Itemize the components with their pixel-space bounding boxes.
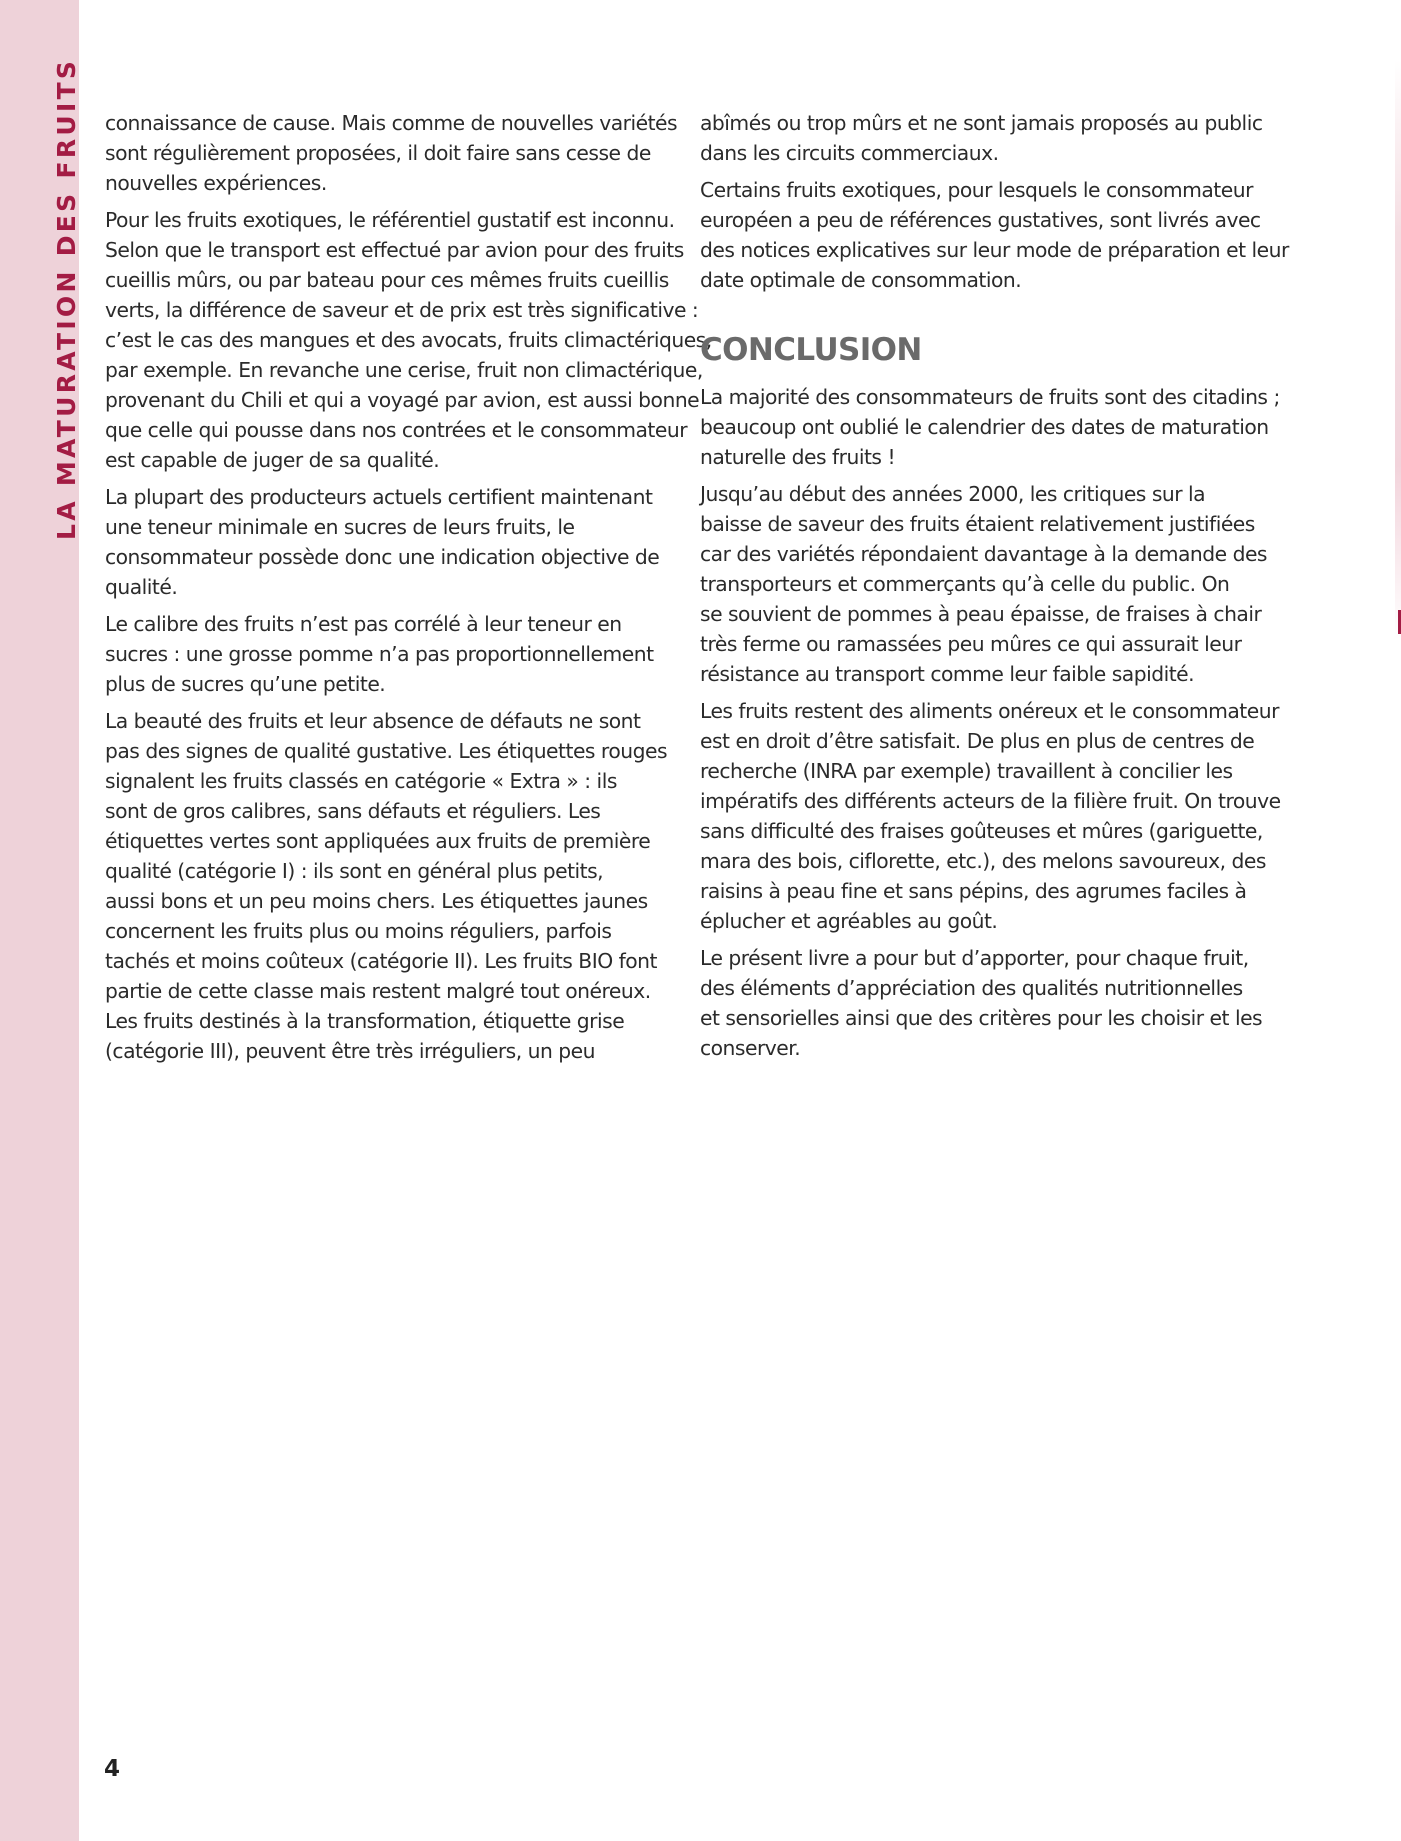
paragraph [105, 706, 680, 1066]
text-line: car des variétés répondaient davantage à la demande des [700, 542, 1267, 566]
text-line: très ferme ou ramassées peu mûres ce qui assurait leur [700, 632, 1242, 656]
text-line: étiquettes vertes sont appliquées aux fruits de première [105, 829, 651, 853]
paragraph [105, 609, 680, 699]
paragraph [700, 943, 1275, 1063]
text-line: naturelle des fruits ! [700, 445, 896, 469]
text-line: La majorité des consommateurs de fruits sont des citadins ; [700, 385, 1280, 409]
text-line: et sensorielles ainsi que des critères pour les choisir et les [700, 1006, 1263, 1030]
text-line: verts, la différence de saveur et de prix est très significative : [105, 298, 699, 322]
paragraph [700, 479, 1275, 689]
page-edge-strip [1395, 60, 1401, 640]
paragraph [700, 696, 1281, 936]
text-line: nouvelles expériences. [105, 171, 327, 195]
text-line: se souvient de pommes à peau épaisse, de fraises à chair [700, 602, 1262, 626]
text-line: Certains fruits exotiques, pour lesquels le consommateur [700, 178, 1253, 202]
paragraph [105, 205, 712, 475]
text-line: est capable de juger de sa qualité. [105, 448, 440, 472]
text-line: des éléments d’appréciation des qualités nutritionnelles [700, 976, 1243, 1000]
right-column-top [700, 108, 1289, 302]
text-line: date optimale de consommation. [700, 268, 1022, 292]
text-line: éplucher et agréables au goût. [700, 909, 998, 933]
text-line: dans les circuits commerciaux. [700, 141, 999, 165]
running-head-text: LA MATURATION DES FRUITS [52, 57, 81, 540]
text-line: que celle qui pousse dans nos contrées et le consommateur [105, 418, 688, 442]
text-line: provenant du Chili et qui a voyagé par avion, est aussi bonne [105, 388, 700, 412]
text-line: cueillis mûrs, ou par bateau pour ces mêmes fruits cueillis [105, 268, 669, 292]
text-line: Jusqu’au début des années 2000, les critiques sur la [700, 482, 1206, 506]
text-line: Pour les fruits exotiques, le référentiel gustatif est inconnu. [105, 208, 675, 232]
text-line: Le présent livre a pour but d’apporter, pour chaque fruit, [700, 946, 1249, 970]
conclusion-heading: CONCLUSION [700, 332, 922, 368]
text-line: c’est le cas des mangues et des avocats, fruits climactériques, [105, 328, 712, 352]
text-line: La beauté des fruits et leur absence de défauts ne sont [105, 709, 641, 733]
page-number: 4 [104, 1756, 121, 1782]
text-line: impératifs des différents acteurs de la filière fruit. On trouve [700, 789, 1281, 813]
text-line: Selon que le transport est effectué par avion pour des fruits [105, 238, 684, 262]
text-line: sont régulièrement proposées, il doit faire sans cesse de [105, 141, 651, 165]
text-line: par exemple. En revanche une cerise, fruit non climactérique, [105, 358, 703, 382]
text-line: résistance au transport comme leur faible sapidité. [700, 662, 1195, 686]
text-line: signalent les fruits classés en catégorie « Extra » : ils [105, 769, 617, 793]
text-line: partie de cette classe mais restent malgré tout onéreux. [105, 979, 651, 1003]
text-line: raisins à peau fine et sans pépins, des agrumes faciles à [700, 879, 1247, 903]
text-line: recherche (INRA par exemple) travaillent à concilier les [700, 759, 1233, 783]
text-line: sont de gros calibres, sans défauts et réguliers. Les [105, 799, 601, 823]
text-line: mara des bois, ciflorette, etc.), des melons savoureux, des [700, 849, 1266, 873]
paragraph [105, 108, 680, 198]
paragraph [700, 175, 1289, 295]
text-line: Les fruits restent des aliments onéreux et le consommateur [700, 699, 1279, 723]
text-line: européen a peu de références gustatives, sont livrés avec [700, 208, 1261, 232]
conclusion-body [700, 382, 1281, 1070]
text-line: une teneur minimale en sucres de leurs fruits, le [105, 515, 575, 539]
text-line: baisse de saveur des fruits étaient relativement justifiées [700, 512, 1255, 536]
text-line: qualité. [105, 575, 178, 599]
text-line: aussi bons et un peu moins chers. Les étiquettes jaunes [105, 889, 648, 913]
text-line: pas des signes de qualité gustative. Les étiquettes rouges [105, 739, 668, 763]
paragraph [700, 108, 1275, 168]
text-line: des notices explicatives sur leur mode de préparation et leur [700, 238, 1289, 262]
text-line: concernent les fruits plus ou moins réguliers, parfois [105, 919, 612, 943]
paragraph [105, 482, 680, 602]
text-line: sans difficulté des fraises goûteuses et mûres (gariguette, [700, 819, 1263, 843]
text-line: qualité (catégorie I) : ils sont en général plus petits, [105, 859, 604, 883]
left-column [105, 108, 712, 1073]
text-line: est en droit d’être satisfait. De plus en plus de centres de [700, 729, 1255, 753]
text-line: connaissance de cause. Mais comme de nouvelles variétés [105, 111, 678, 135]
text-line: (catégorie III), peuvent être très irréguliers, un peu [105, 1039, 595, 1063]
text-line: abîmés ou trop mûrs et ne sont jamais proposés au public [700, 111, 1263, 135]
text-line: transporteurs et commerçants qu’à celle du public. On [700, 572, 1230, 596]
text-line: conserver. [700, 1036, 801, 1060]
text-line: sucres : une grosse pomme n’a pas proportionnellement [105, 642, 654, 666]
paragraph [700, 382, 1280, 472]
text-line: tachés et moins coûteux (catégorie II). Les fruits BIO font [105, 949, 657, 973]
text-line: beaucoup ont oublié le calendrier des dates de maturation [700, 415, 1269, 439]
text-line: Le calibre des fruits n’est pas corrélé à leur teneur en [105, 612, 622, 636]
text-line: plus de sucres qu’une petite. [105, 672, 386, 696]
text-line: La plupart des producteurs actuels certifient maintenant [105, 485, 653, 509]
text-line: Les fruits destinés à la transformation, étiquette grise [105, 1009, 625, 1033]
text-line: consommateur possède donc une indication objective de [105, 545, 660, 569]
